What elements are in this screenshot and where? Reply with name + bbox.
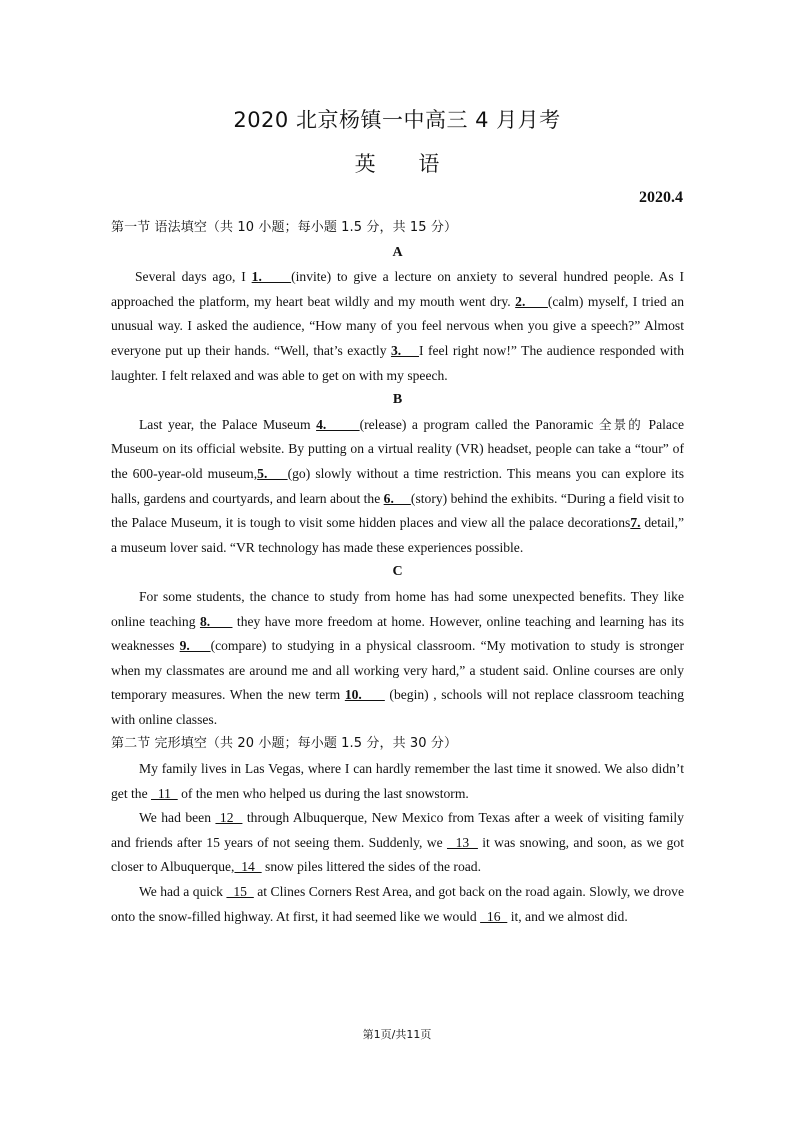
part-c-label: C xyxy=(392,564,403,580)
passage-c-text-4: (begin) , schools will not replace classroom teaching with online classes. xyxy=(111,687,684,727)
part-a-label: A xyxy=(392,244,403,260)
cloze-p2-text-1: We had been xyxy=(139,810,216,826)
passage-a-text-2: (invite) to give a lecture on anxiety to several hundred people. As I approached the platform, my heart beat wildly and my mouth went dry. xyxy=(111,269,685,309)
gap-14: 14 xyxy=(234,859,262,875)
exam-date: 2020.4 xyxy=(639,189,683,206)
cloze-p2-text-2: through Albuquerque, New Mexico from Texas after a week of visiting family and friends after 15 years of not seeing them. Suddenly, we xyxy=(111,810,684,850)
gap-11: 11 xyxy=(151,785,178,801)
blank-7: 7. xyxy=(630,515,641,531)
passage-c xyxy=(111,585,684,733)
chinese-gloss: 全景的 xyxy=(598,416,643,432)
blank-6: 6. xyxy=(383,490,411,506)
passage-a-text-4: I feel right now!” The audience responded with laughter. I felt relaxed and was able to get on with my speech. xyxy=(111,342,684,383)
cloze-paragraph-1 xyxy=(111,757,684,806)
part-b-label: B xyxy=(392,392,403,408)
gap-16: 16 xyxy=(480,908,508,924)
gap-13: 13 xyxy=(446,834,478,850)
cloze-paragraph-3 xyxy=(111,880,684,929)
passage-b-text-2: (release) a program called the Panoramic xyxy=(359,416,599,432)
blank-4: 4. xyxy=(316,416,360,432)
passage-b-text-6: detail,” a museum lover said. “VR technology has made these experiences possible. xyxy=(111,515,684,555)
cloze-paragraph-2 xyxy=(111,806,684,880)
page-footer: 第1页/共11页 xyxy=(362,1028,432,1041)
passage-c-text-1: For some students, the chance to study from home has had some unexpected benefits. They like online teaching xyxy=(111,588,684,629)
gap-12: 12 xyxy=(215,810,243,826)
passage-a-text-1: Several days ago, I xyxy=(135,269,252,285)
section-2-heading: 第二节 完形填空（共 20 小题；每小题 1.5 分，共 30 分） xyxy=(111,736,458,752)
passage-c-text-3: (compare) to studying in a physical classroom. “My motivation to study is stronger when my classmates are around me and all working very hard,” a student said. Online courses are only temporary measures. When the new term xyxy=(111,638,684,703)
passage-a xyxy=(111,265,684,388)
exam-content xyxy=(111,216,684,929)
cloze-p1-text-2: of the men who helped us during the last snowstorm. xyxy=(177,785,469,801)
blank-3: 3. xyxy=(390,342,419,358)
passage-c-text-2: they have more freedom at home. However, online teaching and learning has its weaknesses xyxy=(111,613,685,654)
blank-5: 5. xyxy=(257,465,288,481)
blank-9: 9. xyxy=(179,638,211,654)
passage-b-text-3: Palace Museum on its official website. By putting on a virtual reality (VR) headset, people can take a “tour” of the 600-year-old museum, xyxy=(111,416,684,481)
cloze-p3-text-3: it, and we almost did. xyxy=(507,908,628,924)
subject-title: 英 语 xyxy=(354,152,440,176)
cloze-p2-text-3: it was snowing, and soon, as we got closer to Albuquerque, xyxy=(111,834,685,875)
cloze-p3-text-2: at Clines Corners Rest Area, and got back on the road again. Slowly, we drove onto the snow-filled highway. At first, it had seemed like we would xyxy=(111,884,685,924)
blank-10: 10. xyxy=(344,687,385,703)
cloze-p2-text-4: snow piles littered the sides of the road. xyxy=(261,859,481,875)
blank-2: 2. xyxy=(515,293,548,309)
blank-8: 8. xyxy=(199,613,233,629)
passage-b-text-4: (go) slowly without a time restriction. This means you can explore its halls, gardens and courtyards, and learn about the xyxy=(111,465,684,506)
passage-b-text-1: Last year, the Palace Museum xyxy=(139,416,317,432)
passage-b xyxy=(111,413,684,561)
section-1-heading: 第一节 语法填空（共 10 小题；每小题 1.5 分，共 15 分） xyxy=(111,220,458,235)
gap-15: 15 xyxy=(226,884,254,900)
blank-1: 1. xyxy=(251,269,292,285)
passage-b-text-5: (story) behind the exhibits. “During a field visit to the Palace Museum, it is tough to visit some hidden places and view all the palace decorations xyxy=(111,490,684,531)
passage-a-text-3: (calm) myself, I tried an unusual way. I asked the audience, “How many of you feel nervous when you give a speech?” Almost everyone put up their hands. “Well, that’s exactly xyxy=(111,293,685,358)
cloze-p3-text-1: We had a quick xyxy=(139,884,227,900)
exam-title: 2020 北京杨镇一中高三 4 月月考 xyxy=(233,108,561,132)
cloze-p1-text-1: My family lives in Las Vegas, where I can hardly remember the last time it snowed. We also didn’t get the xyxy=(111,761,684,801)
